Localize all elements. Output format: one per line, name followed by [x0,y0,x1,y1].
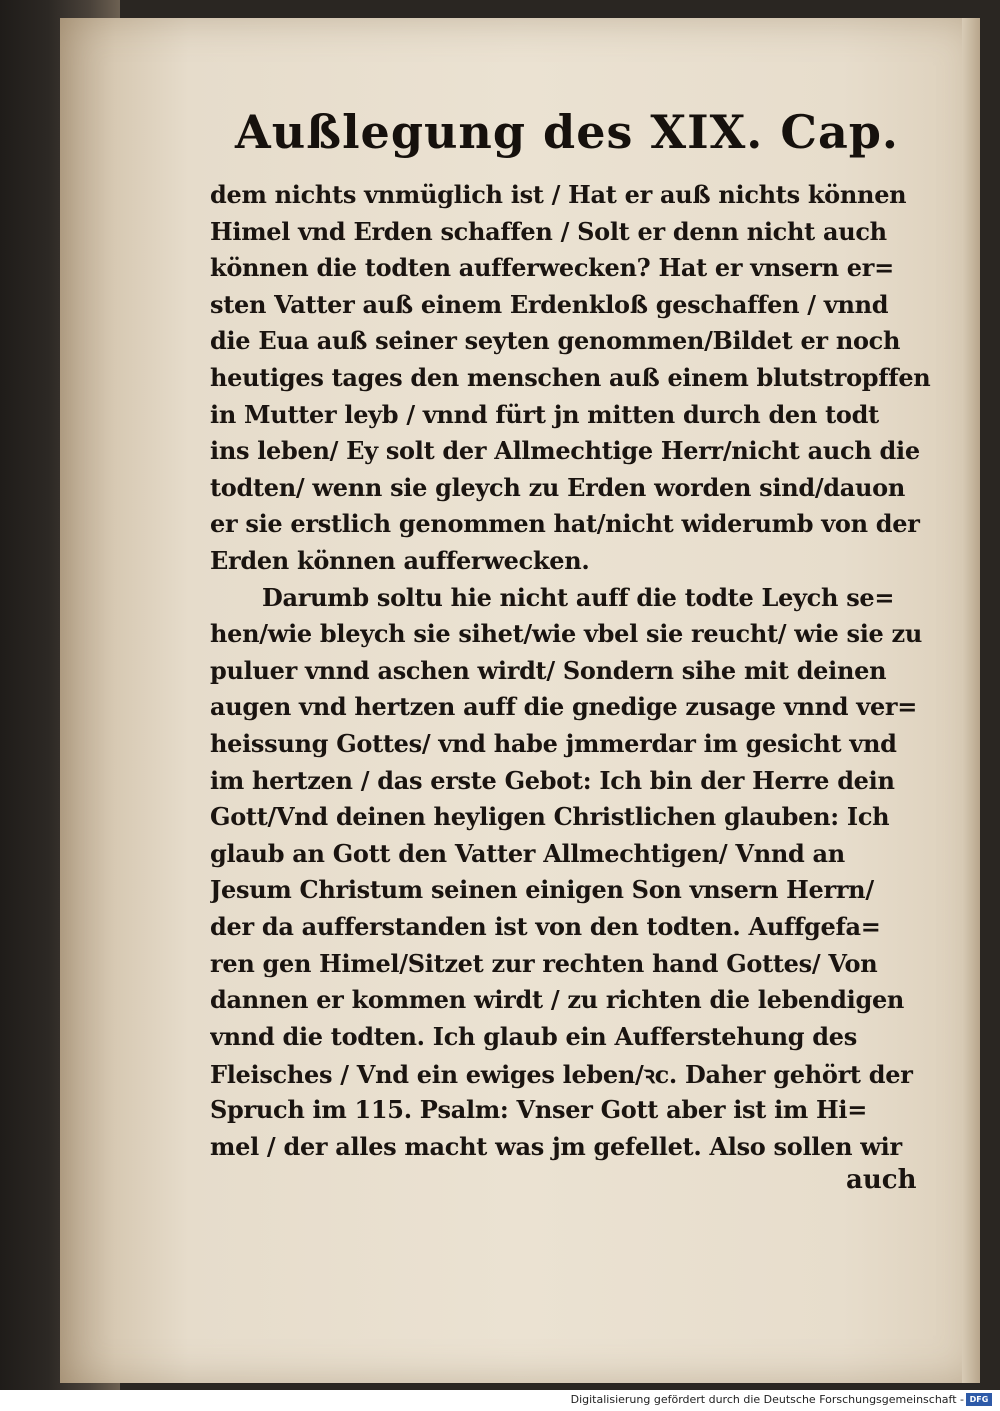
page-edge [962,18,980,1383]
text-line: glaub an Gott den Vatter Allmechtigen/ Vnnd an [210,838,845,868]
text-line: ren gen Himel/Sitzet zur rechten hand Gottes/ Von [210,948,878,978]
text-line: können die todten aufferwecken? Hat er vnsern er= [210,253,894,283]
text-line: puluer vnnd aschen wirdt/ Sondern sihe mit deinen [210,655,887,685]
text-line: vnnd die todten. Ich glaub ein Aufferstehung des [210,1021,857,1051]
running-head: Außlegung des XIX. Cap. [235,105,899,159]
text-line: augen vnd hertzen auff die gnedige zusage vnnd ver= [210,692,918,722]
catchword: auch [846,1165,917,1195]
text-line: der da aufferstanden ist von den todten. Auffgefa= [210,912,881,941]
text-line: Darumb soltu hie nicht auff die todte Leych se= [262,582,895,612]
text-line: dem nichts vnmüglich ist / Hat er auß nichts können [210,180,907,209]
text-line: in Mutter leyb / vnnd fürt jn mitten durch den todt [210,399,879,429]
text-line: Fleisches / Vnd ein ewiges leben/ꝛc. Daher gehört der [210,1060,913,1090]
text-line: sten Vatter auß einem Erdenkloß geschaffen / vnnd [210,289,889,319]
text-line: Spruch im 115. Psalm: Vnser Gott aber ist im Hi= [210,1095,868,1124]
text-line: ins leben/ Ey solt der Allmechtige Herr/nicht auch die [210,436,920,466]
text-line: im hertzen / das erste Gebot: Ich bin der Herre dein [210,765,895,795]
text-line: er sie erstlich genommen hat/nicht widerumb von der [210,509,920,539]
text-line: Gott/Vnd deinen heyligen Christlichen glauben: Ich [210,802,890,832]
footer-credit: Digitalisierung gefördert durch die Deutsche Forschungsgemeinschaft - [570,1393,964,1406]
text-line: heutiges tages den menschen auß einem blutstropffen [210,363,931,392]
text-line: Jesum Christum seinen einigen Son vnsern Herrn/ [210,875,874,905]
text-line: die Eua auß seiner seyten genommen/Bildet er noch [210,326,901,356]
text-line: hen/wie bleych sie sihet/wie vbel sie reucht/ wie sie zu [210,619,923,649]
text-line: Erden können aufferwecken. [210,546,590,575]
text-line: todten/ wenn sie gleych zu Erden worden sind/dauon [210,472,906,502]
dfg-logo-icon: DFG [966,1393,992,1406]
text-line: mel / der alles macht was jm gefellet. Also sollen wir [210,1131,902,1161]
text-line: Himel vnd Erden schaffen / Solt er denn nicht auch [210,216,887,246]
text-line: dannen er kommen wirdt / zu richten die lebendigen [210,985,905,1015]
text-line: heissung Gottes/ vnd habe jmmerdar im gesicht vnd [210,729,897,758]
